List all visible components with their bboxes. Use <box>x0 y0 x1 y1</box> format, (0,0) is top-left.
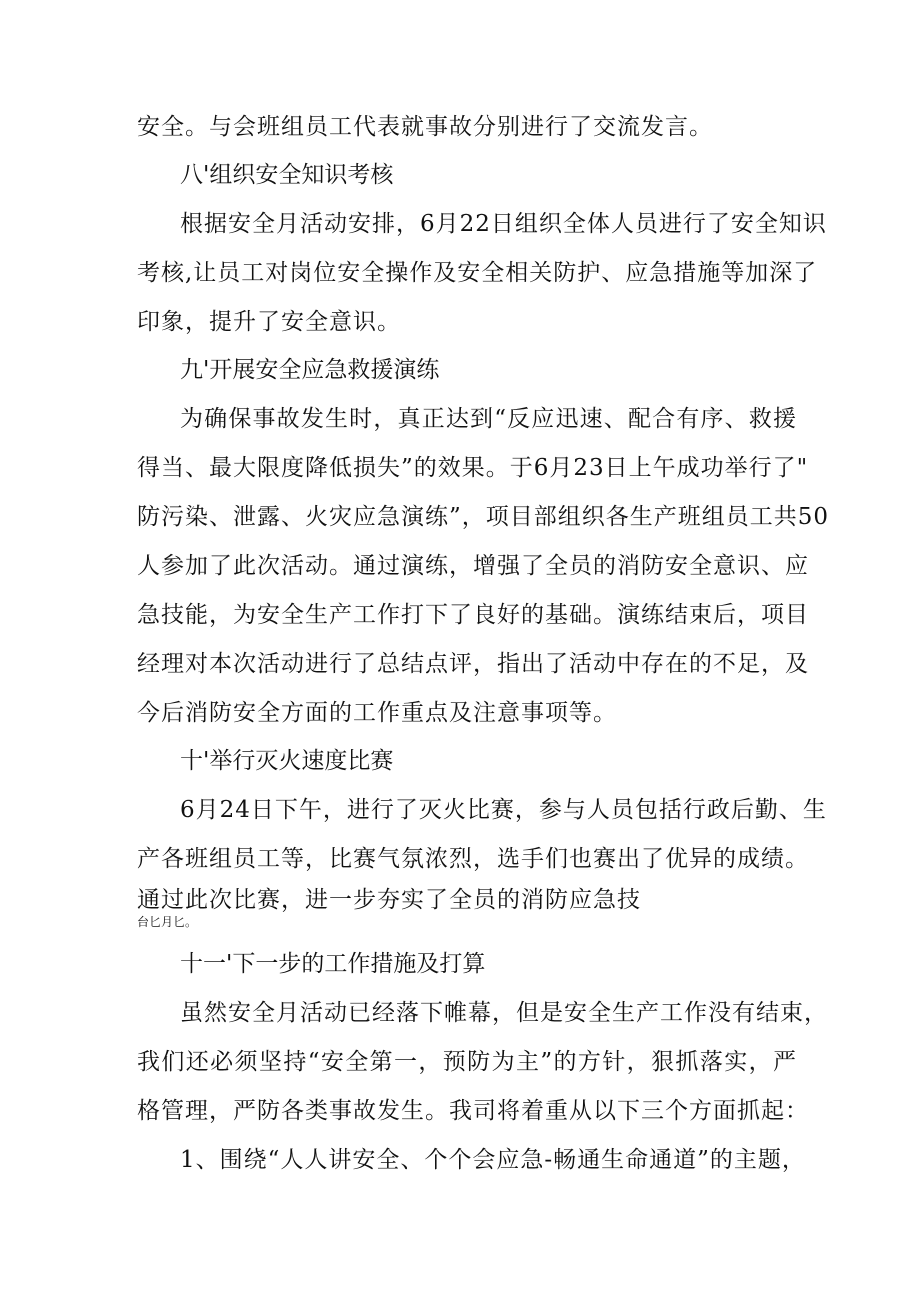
paragraph-line: 考核,让员工对岗位安全操作及安全相关防护、应急措施等加深了 <box>137 260 818 286</box>
paragraph-line: 安全。与会班组员工代表就事故分别进行了交流发言。 <box>137 114 713 140</box>
paragraph-line: 今后消防安全方面的工作重点及注意事项等。 <box>137 700 617 726</box>
paragraph-line: 我们还必须坚持“安全第一，预防为主”的方针，狠抓落实，严 <box>137 1049 797 1075</box>
section-heading: 十一'下一步的工作措施及打算 <box>180 951 486 977</box>
paragraph-line: 人参加了此次活动。通过演练，增强了全员的消防安全意识、应 <box>137 553 809 579</box>
paragraph-line: 虽然安全月活动已经落下帷幕，但是安全生产工作没有结束， <box>180 1000 828 1026</box>
section-heading: 九'开展安全应急救援演练 <box>180 357 440 383</box>
section-heading: 八'组织安全知识考核 <box>180 162 394 188</box>
paragraph-line: 根据安全月活动安排，6月22日组织全体人员进行了安全知识 <box>180 211 827 237</box>
paragraph-line: 通过此次比赛，进一步夯实了全员的消防应急技 <box>137 887 641 913</box>
paragraph-line: 产各班组员工等，比赛气氛浓烈，选手们也赛出了优异的成绩。 <box>137 846 809 872</box>
paragraph-line: 印象，提升了安全意识。 <box>137 309 401 335</box>
paragraph-line: 6月24日下午，进行了灭火比赛，参与人员包括行政后勤、生 <box>180 797 827 823</box>
paragraph-line: 得当、最大限度降低损失”的效果。于6月23日上午成功举行了" <box>137 455 809 481</box>
small-text-line: 台匕月匕。 <box>137 915 198 929</box>
section-heading: 十'举行灭火速度比赛 <box>180 748 394 774</box>
paragraph-line: 为确保事故发生时，真正达到“反应迅速、配合有序、救援 <box>180 406 797 432</box>
paragraph-line: 经理对本次活动进行了总结点评，指出了活动中存在的不足，及 <box>137 651 809 677</box>
paragraph-line: 1、围绕“人人讲安全、个个会应急-畅通生命通道”的主题， <box>180 1147 806 1173</box>
paragraph-line: 急技能，为安全生产工作打下了良好的基础。演练结束后，项目 <box>137 602 809 628</box>
paragraph-line: 防污染、泄露、火灾应急演练”，项目部组织各生产班组员工共50 <box>137 504 830 530</box>
paragraph-line: 格管理，严防各类事故发生。我司将着重从以下三个方面抓起： <box>137 1098 809 1124</box>
